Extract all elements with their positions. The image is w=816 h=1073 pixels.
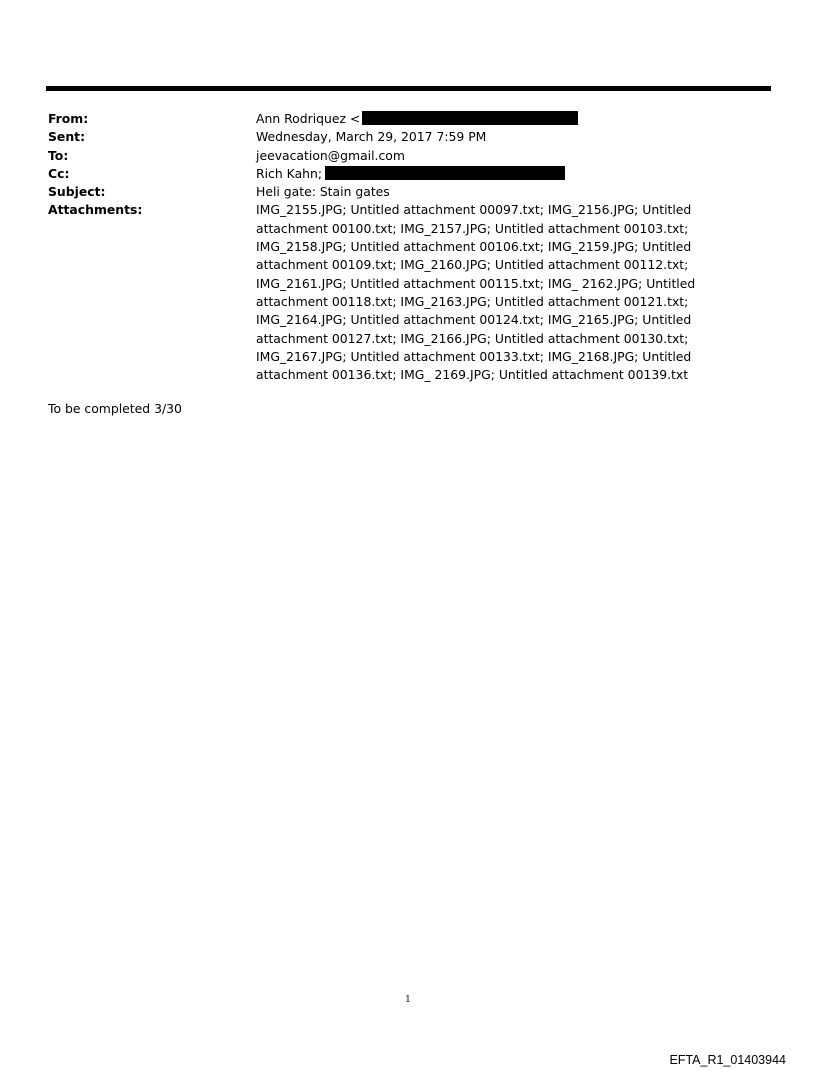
to-label: To: [48, 147, 69, 163]
cc-value-container [256, 165, 756, 183]
subject-label: Subject: [48, 184, 106, 200]
attachments-label: Attachments: [48, 202, 143, 218]
from-value-container [256, 110, 756, 128]
cc-row [48, 165, 758, 183]
to-row [48, 147, 758, 165]
subject-row [48, 183, 758, 201]
sent-label: Sent: [48, 129, 86, 145]
sent-value: Wednesday, March 29, 2017 7:59 PM [256, 129, 487, 145]
subject-value: Heli gate: Stain gates [256, 184, 390, 200]
document-id: EFTA_R1_01403944 [669, 1053, 786, 1067]
cc-label: Cc: [48, 165, 70, 181]
page-number: 1 [405, 995, 411, 1005]
redaction-bar [362, 111, 578, 125]
email-header [48, 110, 758, 384]
sent-row [48, 128, 758, 146]
cc-value: Rich Kahn; [256, 165, 323, 181]
attachments-row [48, 201, 758, 384]
from-row [48, 110, 758, 128]
redaction-bar [325, 166, 565, 180]
header-rule [46, 86, 771, 91]
from-label: From: [48, 111, 89, 126]
from-value: Ann Rodriquez < [256, 111, 361, 126]
attachments-value: IMG_2155.JPG; Untitled attachment 00097.txt; IMG_2156.JPG; Untitled attachment 00100.txt; IMG_2157.JPG; Untitled attachment 00103.txt; IMG_2158.JPG; Untitled attachment 00106.txt; IMG_2159.JPG; Untitled attachment 00109.txt; IMG_2160.JPG; Untitled attachment 00112.txt; IMG_2161.JPG; Untitled attachment 00115.txt; IMG_ 2162.JPG; Untitled attachment 00118.txt; IMG_2163.JPG; Untitled attachment 00121.txt; IMG_2164.JPG; Untitled attachment 00124.txt; IMG_2165.JPG; Untitled attachment 00127.txt; IMG_2166.JPG; Untitled attachment 00130.txt; IMG_2167.JPG; Untitled attachment 00133.txt; IMG_2168.JPG; Untitled attachment 00136.txt; IMG_ 2169.JPG; Untitled attachment 00139.txt [256, 202, 696, 383]
to-value: jeevacation@gmail.com [256, 147, 405, 163]
email-body: To be completed 3/30 [48, 401, 182, 416]
